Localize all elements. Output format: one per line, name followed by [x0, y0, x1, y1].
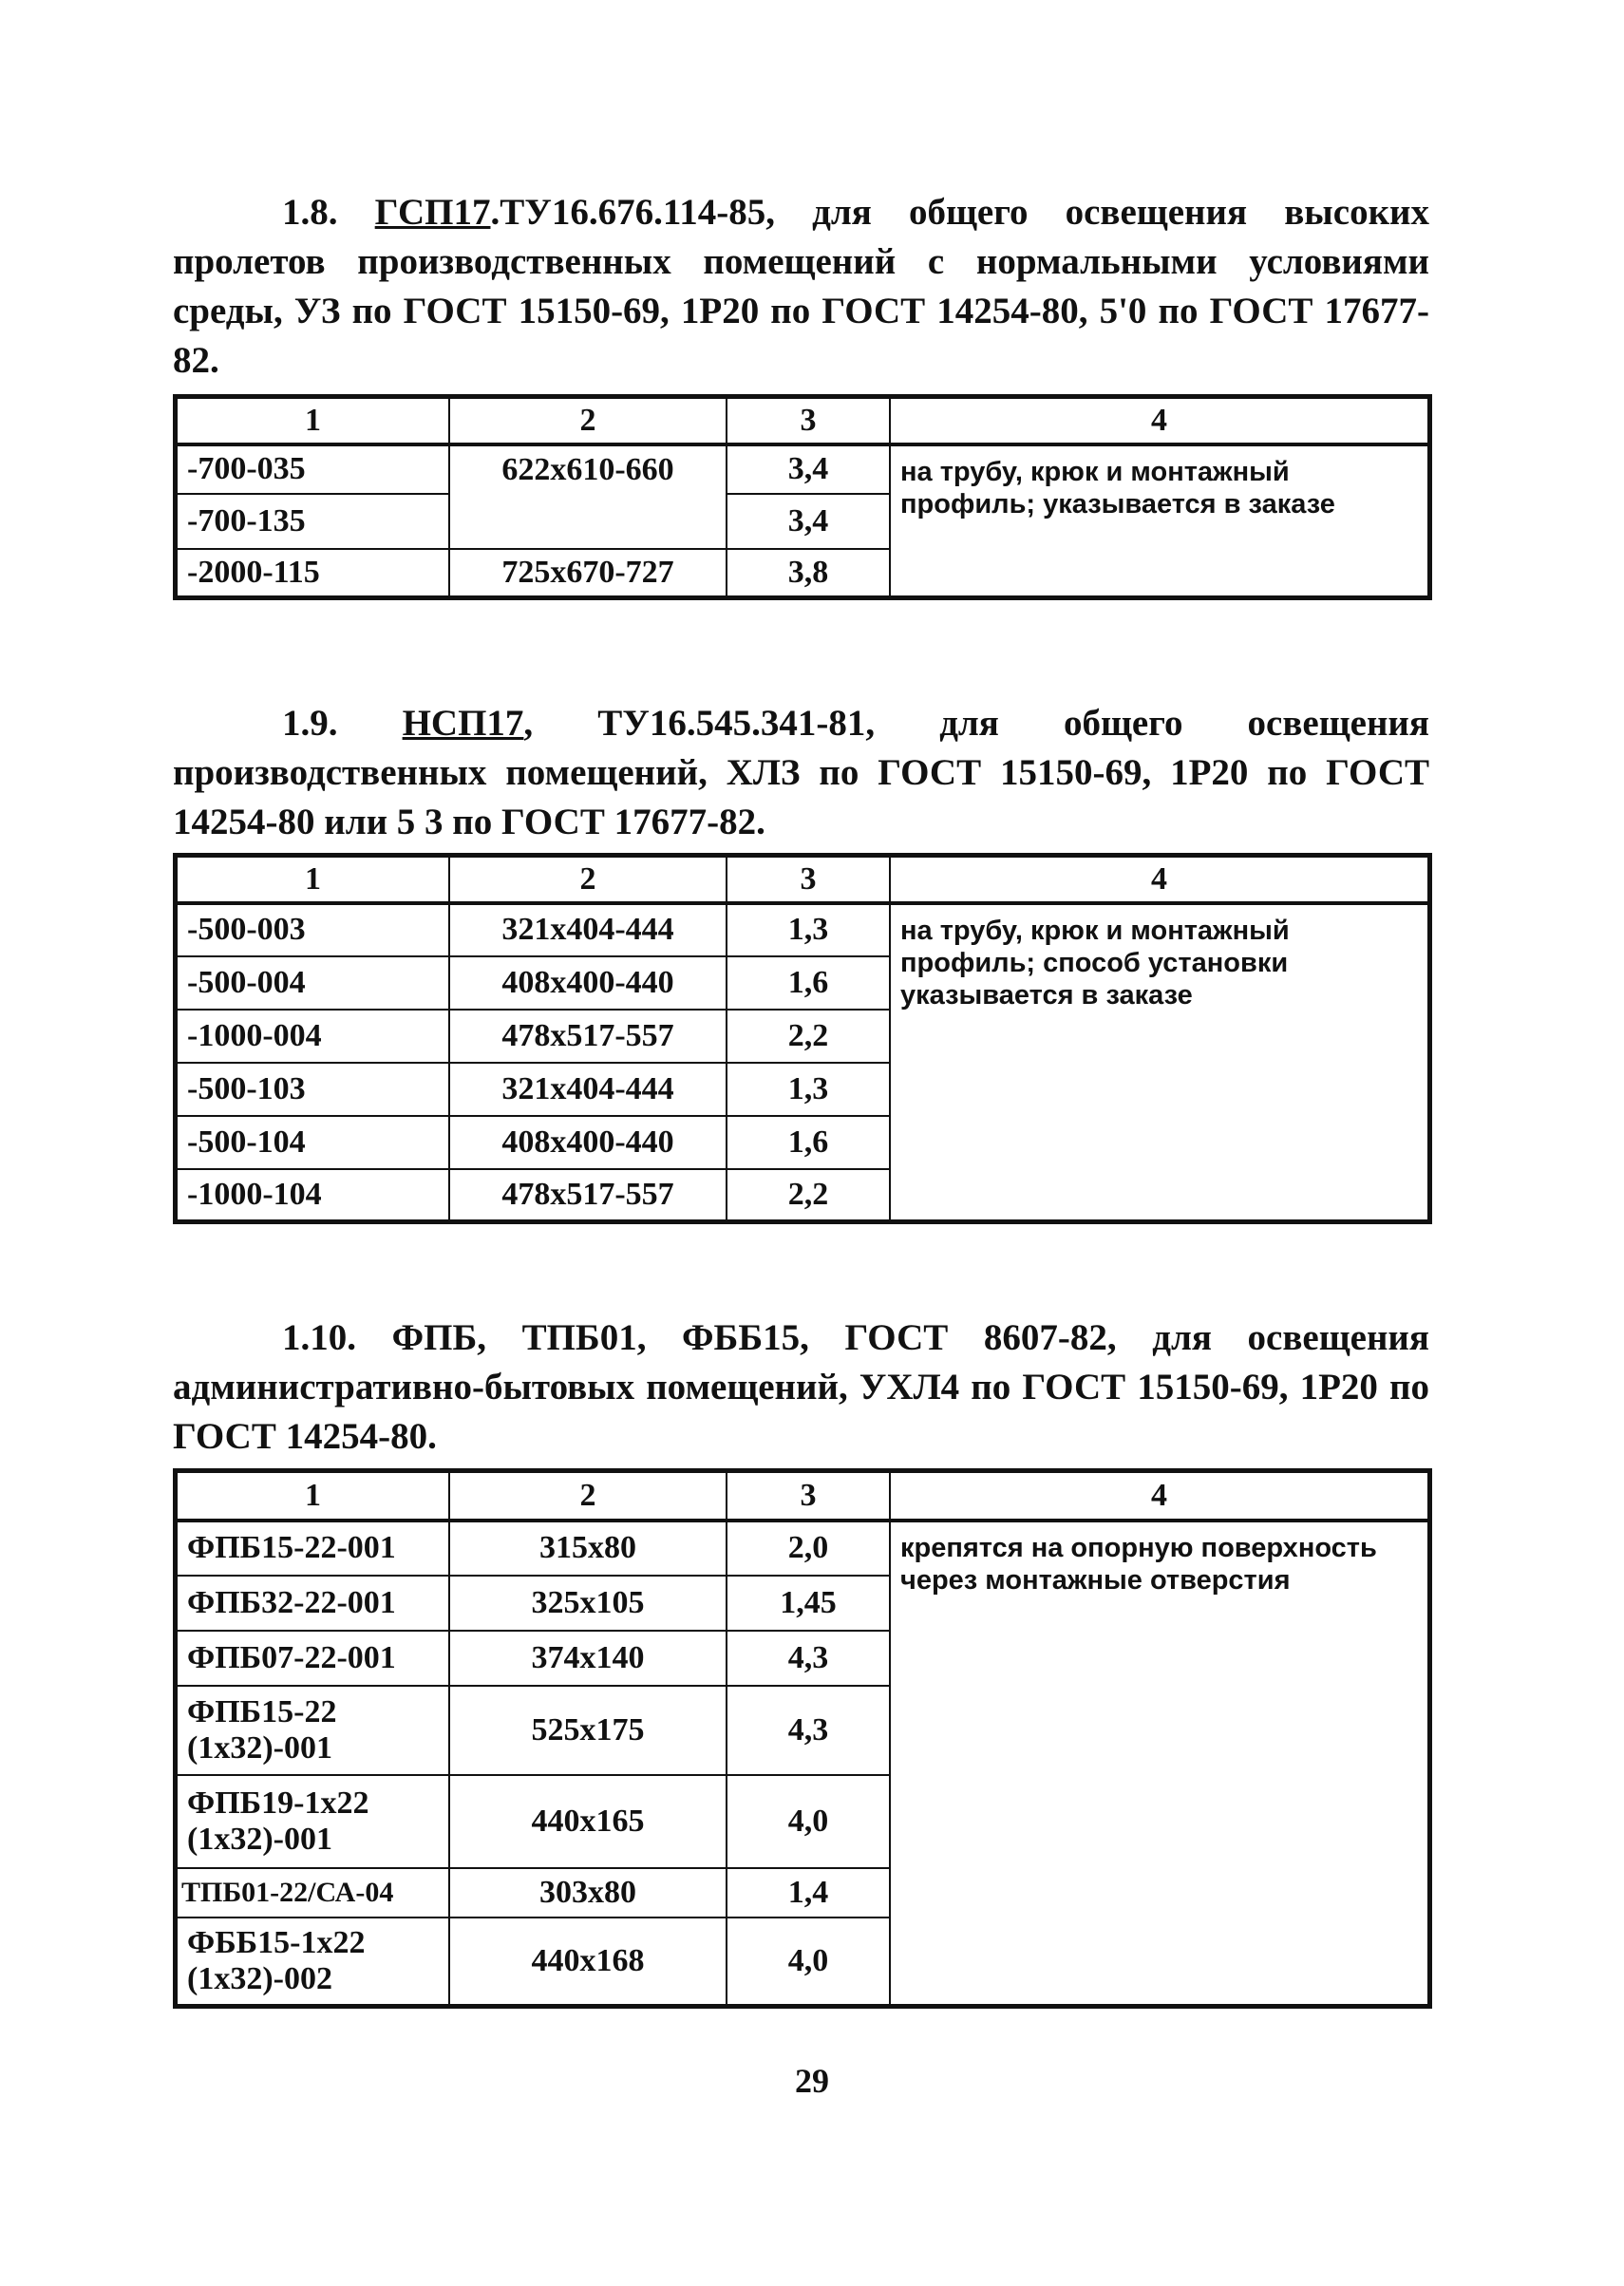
cell-dimensions: 303x80: [449, 1868, 727, 1918]
cell-mass: 4,0: [727, 1918, 890, 2007]
cell-type: ФПБ15-22-001: [176, 1521, 450, 1576]
column-header: 4: [890, 856, 1430, 903]
table-row: [176, 903, 1430, 956]
cell-type: ФПБ32-22-001: [176, 1576, 450, 1631]
cell-type: -700-035: [176, 444, 450, 494]
section-number: 1.8.: [282, 192, 338, 233]
section-1-9-table: [173, 853, 1432, 1224]
cell-dimensions: 478x517-557: [449, 1010, 727, 1063]
section-description: ФПБ, ТПБ01, ФББ15, ГОСТ 8607-82, для освещения административно-бытовых помещений, УХЛ4 по ГОСТ 15150-69, 1Р20 по ГОСТ 14254-80.: [173, 1317, 1429, 1457]
cell-type: ФПБ07-22-001: [176, 1631, 450, 1686]
cell-mounting-note: крепятся на опорную поверхность через монтажные отверстия: [890, 1521, 1430, 2007]
cell-dimensions: 622x610-660: [449, 444, 727, 549]
cell-dimensions: 408x400-440: [449, 1116, 727, 1169]
cell-dimensions: 478x517-557: [449, 1169, 727, 1222]
cell-mass: 3,8: [727, 549, 890, 598]
cell-mass: 3,4: [727, 444, 890, 494]
section-1-8-text: [173, 188, 1429, 386]
section-1-9-paragraph: [173, 699, 1429, 847]
cell-type: -1000-004: [176, 1010, 450, 1063]
cell-dimensions: 325x105: [449, 1576, 727, 1631]
cell-dimensions: 315x80: [449, 1521, 727, 1576]
cell-dimensions: 321x404-444: [449, 903, 727, 956]
column-header: 4: [890, 1471, 1430, 1521]
column-header: 3: [727, 856, 890, 903]
cell-mounting-note: на трубу, крюк и монтажный профиль; способ установки указывается в заказе: [890, 903, 1430, 1222]
section-number: 1.9.: [282, 703, 338, 744]
cell-mass: 1,6: [727, 1116, 890, 1169]
section-1-8-table: [173, 394, 1432, 600]
section-description: , ТУ16.545.341-81, для общего освещения производственных помещений, ХЛЗ по ГОСТ 15150-69, 1Р20 по ГОСТ 14254-80 или 5 3 по ГОСТ 17677-82.: [173, 703, 1429, 842]
cell-type: ТПБ01-22/СА-04: [176, 1868, 450, 1918]
cell-mounting-note: на трубу, крюк и монтажный профиль; указывается в заказе: [890, 444, 1430, 598]
cell-dimensions: 321x404-444: [449, 1063, 727, 1116]
cell-dimensions: 408x400-440: [449, 956, 727, 1010]
cell-mass: 4,0: [727, 1775, 890, 1868]
cell-type: -700-135: [176, 494, 450, 549]
cell-mass: 1,4: [727, 1868, 890, 1918]
table-row: [176, 444, 1430, 494]
cell-dimensions: 725x670-727: [449, 549, 727, 598]
cell-type: -2000-115: [176, 549, 450, 598]
cell-dimensions: 525x175: [449, 1686, 727, 1775]
product-code: ГСП17: [374, 192, 491, 233]
table-header-row: [176, 1471, 1430, 1521]
cell-type: ФПБ15-22 (1x32)-001: [176, 1686, 450, 1775]
cell-mass: 1,3: [727, 903, 890, 956]
table-header-row: [176, 856, 1430, 903]
cell-mass: 4,3: [727, 1686, 890, 1775]
column-header: 2: [449, 397, 727, 444]
cell-dimensions: 440x165: [449, 1775, 727, 1868]
product-code: НСП17: [402, 703, 524, 744]
cell-mass: 2,2: [727, 1010, 890, 1063]
section-1-10-table: [173, 1468, 1432, 2009]
section-1-9-text: [173, 699, 1429, 847]
column-header: 2: [449, 856, 727, 903]
page-number: 29: [795, 2062, 829, 2100]
column-header: 1: [176, 1471, 450, 1521]
cell-type: ФББ15-1x22 (1x32)-002: [176, 1918, 450, 2007]
cell-type: -500-004: [176, 956, 450, 1010]
table-row: [176, 1521, 1430, 1576]
cell-dimensions: 440x168: [449, 1918, 727, 2007]
section-number: 1.10.: [282, 1317, 356, 1358]
column-header: 2: [449, 1471, 727, 1521]
cell-mass: 1,45: [727, 1576, 890, 1631]
cell-mass: 2,2: [727, 1169, 890, 1222]
cell-type: -1000-104: [176, 1169, 450, 1222]
column-header: 4: [890, 397, 1430, 444]
cell-type: -500-103: [176, 1063, 450, 1116]
section-description: .ТУ16.676.114-85, для общего освещения высоких пролетов производственных помещений с нормальными условиями среды, УЗ по ГОСТ 15150-69, 1Р20 по ГОСТ 14254-80, 5'0 по ГОСТ 17677-82.: [173, 192, 1430, 381]
section-1-8-paragraph: [173, 188, 1429, 386]
cell-type: -500-104: [176, 1116, 450, 1169]
cell-mass: 3,4: [727, 494, 890, 549]
cell-mass: 1,3: [727, 1063, 890, 1116]
column-header: 3: [727, 1471, 890, 1521]
column-header: 1: [176, 856, 450, 903]
table-header-row: [176, 397, 1430, 444]
cell-mass: 4,3: [727, 1631, 890, 1686]
cell-mass: 1,6: [727, 956, 890, 1010]
column-header: 3: [727, 397, 890, 444]
section-1-10-paragraph: [173, 1313, 1429, 1462]
cell-type: ФПБ19-1x22 (1x32)-001: [176, 1775, 450, 1868]
section-1-10-text: [173, 1313, 1429, 1462]
column-header: 1: [176, 397, 450, 444]
cell-type: -500-003: [176, 903, 450, 956]
cell-dimensions: 374x140: [449, 1631, 727, 1686]
cell-mass: 2,0: [727, 1521, 890, 1576]
